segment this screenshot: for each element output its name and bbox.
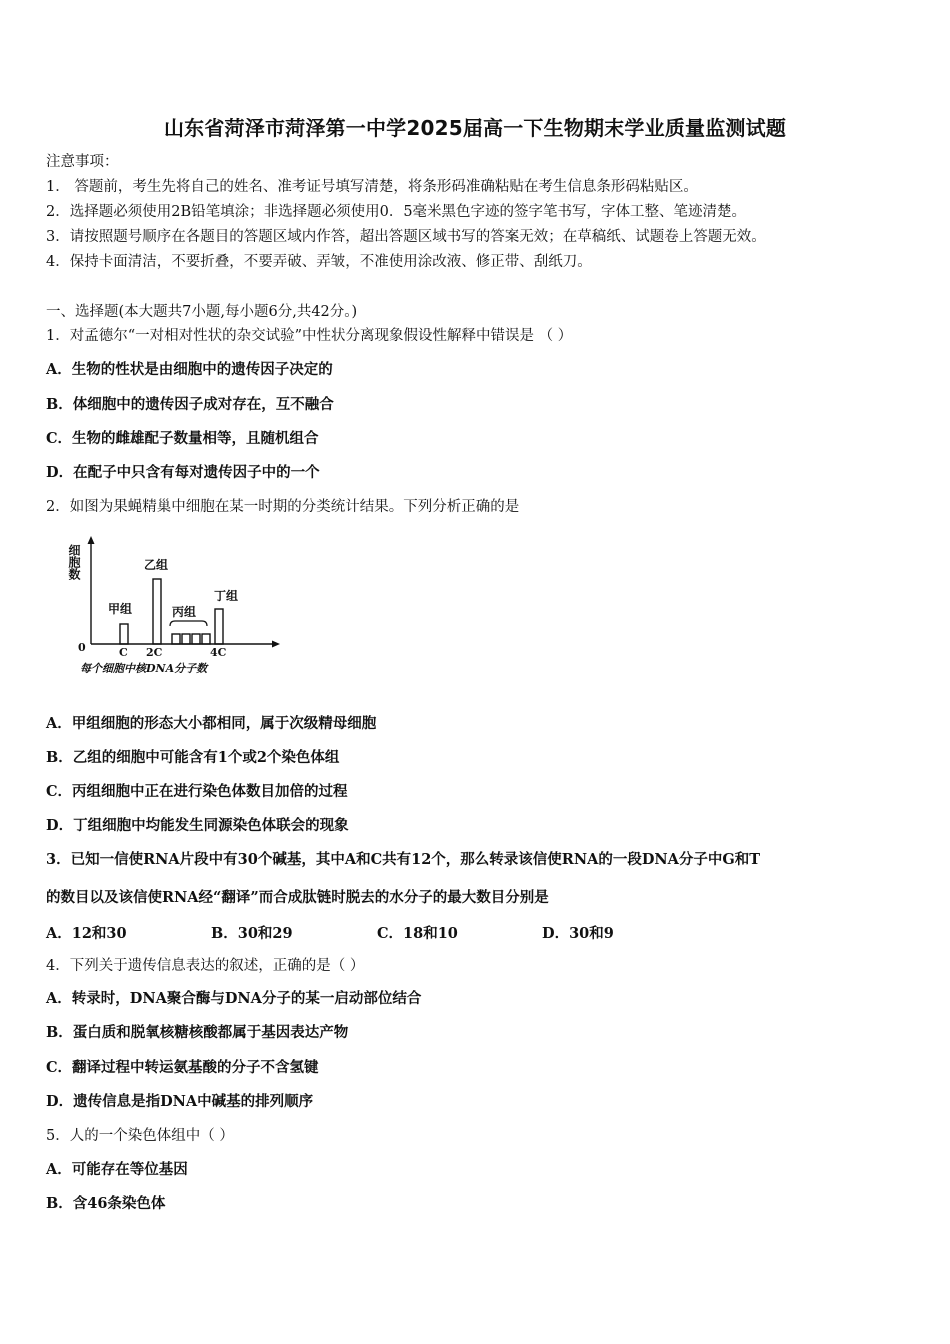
bar-yi <box>153 579 161 644</box>
q3-stem-line1: 3．已知一信使RNA片段中有30个碱基，其中A和C共有12个，那么转录该信使RNA的一段DNA分子中G和T <box>46 851 761 868</box>
y-axis-arrow <box>88 536 95 544</box>
q4-option-a: A．转录时，DNA聚合酶与DNA分子的某一启动部位结合 <box>46 990 422 1007</box>
x-axis-label: 每个细胞中核DNA分子数 <box>80 662 208 675</box>
bing-bracket <box>170 621 207 626</box>
q2-option-d: D．丁组细胞中均能发生同源染色体联会的现象 <box>46 817 349 834</box>
x-tick-4c: 4C <box>210 646 227 659</box>
group-label-yi: 乙组 <box>144 558 169 572</box>
notice-item-3: 3．请按照题号顺序在各题目的答题区域内作答，超出答题区域书写的答案无效；在草稿纸、试题卷上答题无效。 <box>46 229 766 245</box>
y-axis-label: 细胞数 <box>67 544 81 580</box>
notice-heading: 注意事项： <box>46 154 119 170</box>
bar-ding <box>215 609 223 644</box>
bar-jia <box>120 624 128 644</box>
q1-option-c: C．生物的雌雄配子数量相等，且随机组合 <box>46 430 319 447</box>
section-heading: 一、选择题(本大题共7小题,每小题6分,共42分。) <box>46 304 358 320</box>
q5-stem: 5．人的一个染色体组中（ ） <box>46 1128 234 1144</box>
q3-stem-line2: 的数目以及该信使RNA经“翻译”而合成肽链时脱去的水分子的最大数目分别是 <box>46 889 549 906</box>
q3-option-c: C．18和10 <box>377 925 458 942</box>
bar-bing-3 <box>192 634 200 644</box>
x-axis-arrow <box>272 641 280 648</box>
group-label-bing: 丙组 <box>172 605 197 619</box>
notice-item-4: 4．保持卡面清洁，不要折叠，不要弄破、弄皱，不准使用涂改液、修正带、刮纸刀。 <box>46 254 592 270</box>
bar-bing-4 <box>202 634 210 644</box>
q1-option-b: B．体细胞中的遗传因子成对存在，互不融合 <box>46 396 334 413</box>
q1-option-d: D．在配子中只含有每对遗传因子中的一个 <box>46 464 320 481</box>
page-title: 山东省菏泽市菏泽第一中学2025届高一下生物期末学业质量监测试题 <box>163 116 787 140</box>
x-tick-2c: 2C <box>146 646 163 659</box>
notice-item-1: 1． 答题前，考生先将自己的姓名、准考证号填写清楚，将条形码准确粘贴在考生信息条形码粘贴区。 <box>46 179 698 195</box>
q1-option-a: A．生物的性状是由细胞中的遗传因子决定的 <box>46 361 333 378</box>
group-label-ding: 丁组 <box>214 589 239 603</box>
q2-option-a: A．甲组细胞的形态大小都相同，属于次级精母细胞 <box>46 715 377 732</box>
origin-label: 0 <box>78 641 86 654</box>
q3-option-d: D．30和9 <box>542 925 614 942</box>
q2-option-c: C．丙组细胞中正在进行染色体数目加倍的过程 <box>46 783 348 800</box>
notice-item-2: 2．选择题必须使用2B铅笔填涂；非选择题必须使用0．5毫米黑色字迹的签字笔书写，字体工整、笔迹清楚。 <box>46 204 747 220</box>
q3-option-a: A．12和30 <box>46 925 127 942</box>
x-tick-c: C <box>119 646 128 659</box>
q4-option-c: C．翻译过程中转运氨基酸的分子不含氢键 <box>46 1059 319 1076</box>
q5-option-a: A．可能存在等位基因 <box>46 1161 188 1178</box>
q4-option-b: B．蛋白质和脱氧核糖核酸都属于基因表达产物 <box>46 1024 349 1041</box>
q4-option-d: D．遗传信息是指DNA中碱基的排列顺序 <box>46 1093 314 1110</box>
q1-stem: 1．对孟德尔“一对相对性状的杂交试验”中性状分离现象假设性解释中错误是 （ ） <box>46 328 573 344</box>
chart-svg <box>58 534 290 680</box>
q3-option-b: B．30和29 <box>211 925 293 942</box>
q2-stem: 2．如图为果蝇精巢中细胞在某一时期的分类统计结果。下列分析正确的是 <box>46 499 520 515</box>
bar-bing-2 <box>182 634 190 644</box>
q2-figure-chart <box>58 534 290 680</box>
q5-option-b: B．含46条染色体 <box>46 1195 166 1212</box>
bar-bing-1 <box>172 634 180 644</box>
group-label-jia: 甲组 <box>108 602 133 616</box>
q2-option-b: B．乙组的细胞中可能含有1个或2个染色体组 <box>46 749 340 766</box>
q4-stem: 4．下列关于遗传信息表达的叙述，正确的是（ ） <box>46 958 365 974</box>
